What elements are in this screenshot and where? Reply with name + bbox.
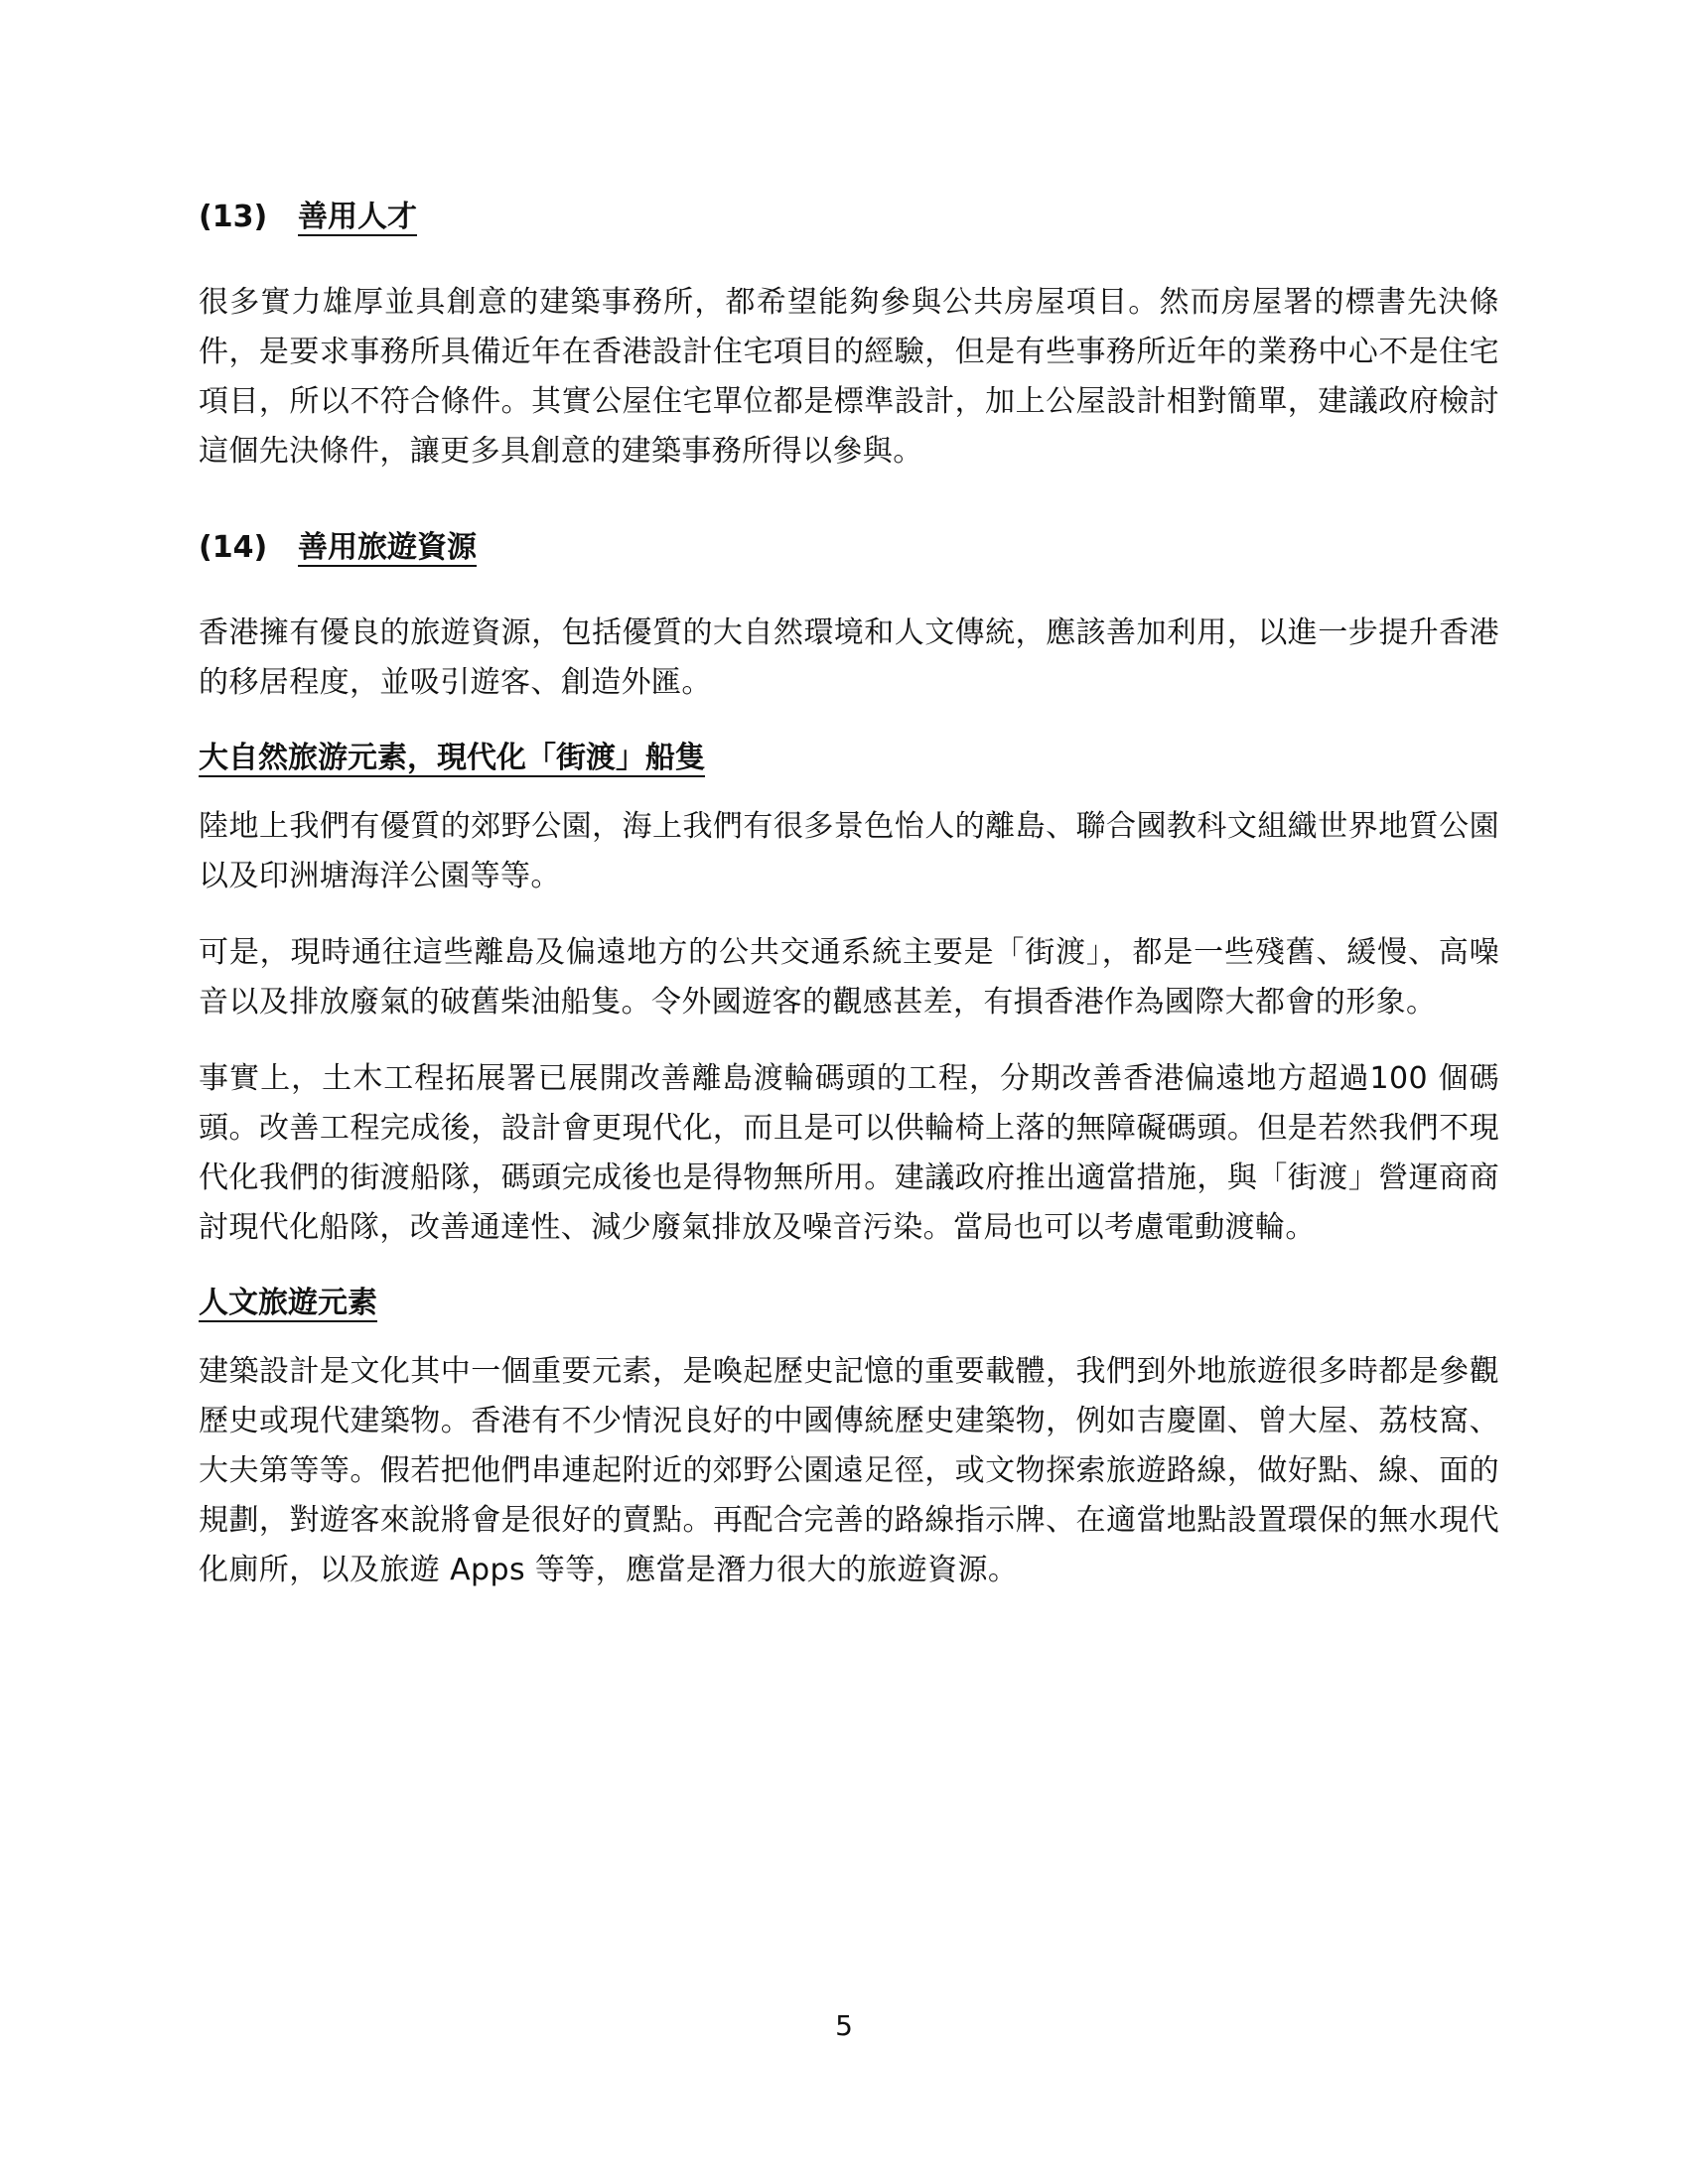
section-13-title: 善用人才 — [298, 200, 417, 234]
section-14-intro: 香港擁有優良的旅遊資源，包括優質的大自然環境和人文傳統，應該善加利用，以進一步提升香港的移居程度，並吸引遊客、創造外匯。 — [199, 615, 1499, 700]
section-13-paragraph: 很多實力雄厚並具創意的建築事務所，都希望能夠參與公共房屋項目。然而房屋署的標書先決條件，是要求事務所具備近年在香港設計住宅項目的經驗，但是有些事務所近年的業務中心不是住宅項目，所以不符合條件。其實公屋住宅單位都是標準設計，加上公屋設計相對簡單，建議政府檢討這個先決條件，讓更多具創意的建築事務所得以參與。 — [199, 285, 1499, 469]
culture-tourism-subtitle: 人文旅遊元素 — [199, 1286, 377, 1320]
nature-paragraph-2: 可是，現時通往這些離島及偏遠地方的公共交通系統主要是「街渡」，都是一些殘舊、緩慢、高噪音以及排放廢氣的破舊柴油船隻。令外國遊客的觀感甚差，有損香港作為國際大都會的形象。 — [199, 935, 1499, 1020]
page-number: 5 — [835, 2009, 853, 2042]
section-13-number: (13) — [199, 200, 268, 234]
section-14-number: (14) — [199, 530, 268, 565]
document-body — [199, 194, 1499, 1622]
section-13-heading — [199, 194, 1499, 241]
nature-paragraph-1: 陸地上我們有優質的郊野公園，海上我們有很多景色怡人的離島、聯合國教科文組織世界地質公園以及印洲塘海洋公園等等。 — [199, 809, 1499, 893]
nature-paragraph-3: 事實上，土木工程拓展署已展開改善離島渡輪碼頭的工程，分期改善香港偏遠地方超過100 個碼頭。改善工程完成後，設計會更現代化，而且是可以供輪椅上落的無障礙碼頭。但是若然我們不現代化我們的街渡船隊，碼頭完成後也是得物無所用。建議政府推出適當措施，與「街渡」營運商商討現代化船隊，改善通達性、減少廢氣排放及噪音污染。當局也可以考慮電動渡輪。 — [199, 1061, 1499, 1245]
nature-tourism-subtitle: 大自然旅游元素，現代化「街渡」船隻 — [199, 741, 705, 775]
section-14-heading — [199, 524, 1499, 572]
section-14-title: 善用旅遊資源 — [298, 530, 477, 565]
culture-paragraph: 建築設計是文化其中一個重要元素，是喚起歷史記憶的重要載體，我們到外地旅遊很多時都是參觀歷史或現代建築物。香港有不少情況良好的中國傳統歷史建築物，例如吉慶圍、曾大屋、荔枝窩、大夫第等等。假若把他們串連起附近的郊野公園遠足徑，或文物探索旅遊路線，做好點、線、面的規劃，對遊客來說將會是很好的賣點。再配合完善的路線指示牌、在適當地點設置環保的無水現代化廁所，以及旅遊 Apps 等等，應當是潛力很大的旅遊資源。 — [199, 1354, 1499, 1587]
